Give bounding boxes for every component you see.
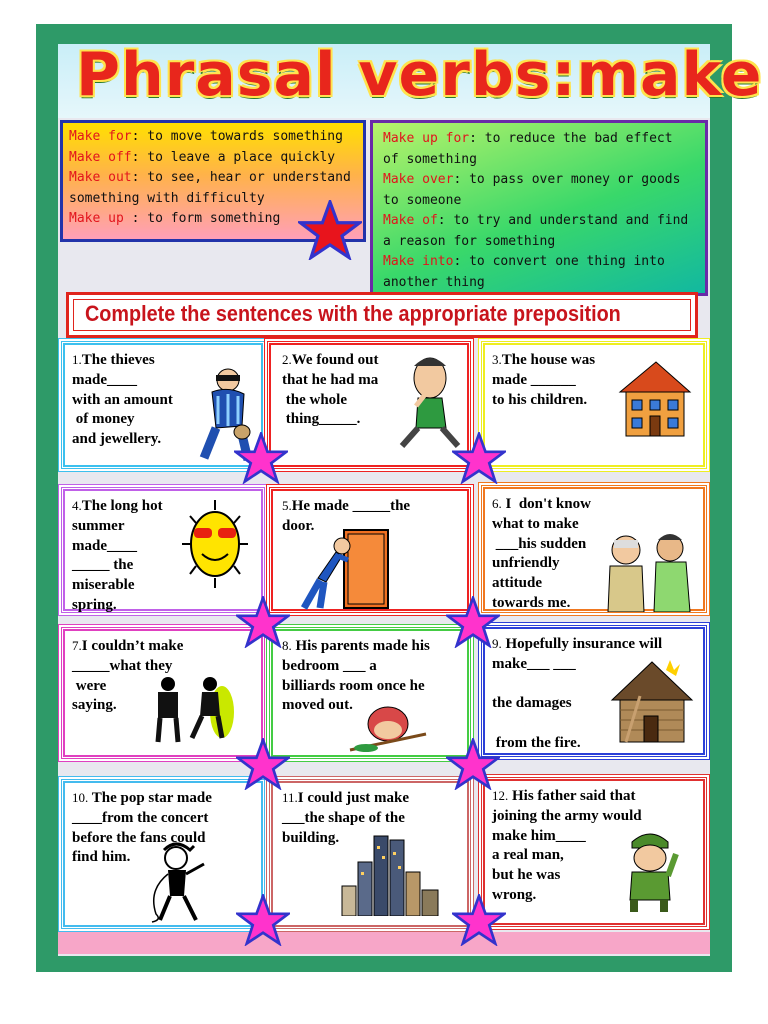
definition-make-up-for: Make up for: to reduce the bad effect of something (383, 131, 673, 167)
exercise-sentence-part: His father said that (508, 788, 636, 804)
exercise-sentence-part: We found out (291, 352, 379, 368)
definition-make-of: Make of: to try and understand and find a reason for something (383, 213, 689, 249)
exercise-line (72, 371, 173, 391)
exercise-line (492, 554, 591, 574)
exercise-sentence-part: I could just make (297, 790, 410, 806)
exercise-sentence-part: saying. (72, 697, 117, 714)
exercise-sentence-part: I couldn’t make (81, 638, 184, 654)
house-icon (616, 358, 694, 438)
exercise-sentence-part: ____from the concert (72, 809, 209, 826)
exercise-sentence-part: _____what they (72, 657, 173, 674)
definition-make-for: Make for: to move towards something (69, 129, 343, 144)
exercise-line (72, 391, 173, 411)
exercise-line (282, 788, 409, 809)
exercise-sentence-part: were (72, 677, 107, 694)
exercise-sentence-part: before the fans could (72, 829, 206, 846)
exercise-line (282, 371, 378, 391)
exercise-sentence-part: _____ the (72, 557, 134, 574)
exercise-sentence-part: billiards room once he (282, 677, 425, 694)
exercise-sentence-part: made____ (72, 537, 137, 554)
star-icon (452, 432, 506, 484)
exercise-sentence-part: The pop star made (88, 790, 212, 806)
exercise-sentence-part: door. (282, 517, 315, 534)
exercise-sentence-part: make him____ (492, 827, 586, 844)
exercise-sentence-part: wrong. (492, 886, 537, 903)
exercise-sentence-part: unfriendly (492, 555, 560, 572)
exercise-line (492, 634, 662, 655)
exercise-line (72, 576, 163, 596)
exercise-sentence-part: that he had ma (282, 371, 379, 388)
exercise-line (492, 594, 591, 614)
exercise-text (492, 494, 591, 614)
talking-men-icon (148, 672, 238, 744)
exercise-sentence-part: ___his sudden (492, 535, 587, 552)
exercise-line (282, 496, 410, 517)
city-buildings-icon (338, 832, 444, 916)
boy-billiards-icon (346, 702, 432, 754)
exercise-line (72, 537, 163, 557)
exercise-number: 9. (492, 636, 502, 651)
exercise-number: 7. (72, 638, 82, 653)
exercise-line (282, 809, 409, 829)
exercise-line (72, 788, 212, 809)
star-icon (446, 596, 500, 648)
exercise-line (282, 677, 430, 697)
soldier-icon (620, 826, 680, 914)
exercise-sentence-part: made____ (72, 371, 137, 388)
definition-make-off: Make off: to leave a place quickly (69, 149, 336, 165)
exercise-sentence-part: He made _____the (291, 498, 411, 514)
man-pushing-door-icon (298, 526, 408, 612)
exercise-number: 6. (492, 496, 502, 511)
exercise-sentence-part: the whole (282, 391, 347, 408)
exercise-sentence-part: from the fire. (492, 734, 581, 751)
exercise-sentence-part: summer (72, 517, 125, 534)
exercise-sentence-part: spring. (72, 596, 117, 613)
exercise-line (282, 391, 378, 411)
exercise-number: 10. (72, 790, 89, 805)
exercise-sentence-part: with an amount (72, 391, 173, 408)
exercise-line (72, 410, 173, 430)
exercise-number: 4. (72, 498, 82, 513)
damaged-house-icon (606, 656, 698, 746)
exercise-line (72, 430, 173, 450)
instruction-banner (66, 292, 698, 338)
definition-make-over: Make over: to pass over money or goods to someone (383, 172, 681, 208)
exercise-line (492, 807, 642, 827)
exercise-number: 8. (282, 638, 292, 653)
instruction-text: Complete the sentences with the appropriate preposition (85, 301, 621, 326)
exercise-line (282, 410, 378, 430)
exercise-sentence-part: towards me. (492, 594, 571, 611)
exercise-sentence-part: The long hot (81, 498, 163, 514)
exercise-sentence-part: a real man, (492, 847, 564, 864)
exercise-text (282, 350, 378, 430)
star-icon (236, 894, 290, 946)
exercise-line (72, 596, 163, 616)
exercise-sentence-part: the damages (492, 695, 572, 712)
exercise-line (492, 515, 591, 535)
exercise-sentence-part: His parents made his (291, 638, 430, 654)
exercise-number: 11. (282, 790, 298, 805)
exercise-sentence-part: made ______ (492, 371, 576, 388)
exercise-line (72, 556, 163, 576)
exercise-number: 12. (492, 788, 509, 803)
arguing-men-icon (600, 526, 702, 612)
exercise-sentence-part: but he was (492, 867, 561, 884)
exercise-sentence-part: moved out. (282, 697, 353, 714)
star-icon (236, 738, 290, 790)
star-icon (446, 738, 500, 790)
exercise-line (492, 494, 591, 515)
exercise-text (492, 350, 595, 410)
exercise-sentence-part: ___the shape of the (282, 809, 405, 826)
exercise-number: 2. (282, 352, 292, 367)
definitions-right-box (370, 120, 708, 296)
exercise-sentence-part: to his children. (492, 391, 588, 408)
exercise-sentence-part: The house was (501, 352, 596, 368)
exercise-number: 5. (282, 498, 292, 513)
exercise-line (282, 350, 378, 371)
exercise-line (492, 371, 595, 391)
star-icon (234, 432, 288, 484)
star-icon (452, 894, 506, 946)
exercise-sentence-part: and jewellery. (72, 431, 162, 448)
page-title: Phrasal verbs:make (76, 40, 763, 110)
star-icon (236, 596, 290, 648)
exercise-line (282, 636, 430, 657)
exercise-line (72, 496, 163, 517)
exercise-sentence-part: bedroom ___ a (282, 657, 377, 674)
exercise-sentence-part: The thieves (81, 352, 155, 368)
exercise-line (492, 350, 595, 371)
exercise-line (72, 517, 163, 537)
exercise-text (72, 496, 163, 616)
exercise-sentence-part: what to make (492, 515, 579, 532)
exercise-line (72, 636, 183, 657)
exercise-sentence-part: Hopefully insurance will (501, 636, 663, 652)
definition-make-out: Make out: to see, hear or understand something with difficulty (69, 170, 351, 206)
exercise-text (72, 350, 173, 450)
definition-make-into: Make into: to convert one thing into another thing (383, 254, 665, 290)
definition-make-up: Make up : to form something (69, 211, 281, 226)
exercise-sentence-part: make___ ___ (492, 655, 576, 672)
exercise-line (72, 809, 212, 829)
exercise-line (72, 350, 173, 371)
star-icon (298, 200, 362, 260)
exercise-sentence-part: attitude (492, 575, 542, 592)
exercise-sentence-part: miserable (72, 577, 135, 594)
exercise-sentence-part: building. (282, 829, 340, 846)
exercise-number: 1. (72, 352, 82, 367)
exercise-sentence-part: of money (72, 411, 135, 428)
exercise-sentence-part: joining the army would (492, 807, 642, 824)
exercise-sentence-part: find him. (72, 849, 131, 866)
exercise-line (492, 574, 591, 594)
exercise-line (492, 391, 595, 411)
bottom-strip (58, 932, 710, 954)
exercise-sentence-part: thing_____. (282, 411, 361, 428)
exercise-line (282, 657, 430, 677)
pop-star-icon (138, 840, 218, 924)
exercise-line (492, 535, 591, 555)
exercise-line (492, 786, 642, 807)
sun-icon (180, 496, 250, 592)
exercise-sentence-part: I don't know (501, 496, 591, 512)
exercise-number: 3. (492, 352, 502, 367)
